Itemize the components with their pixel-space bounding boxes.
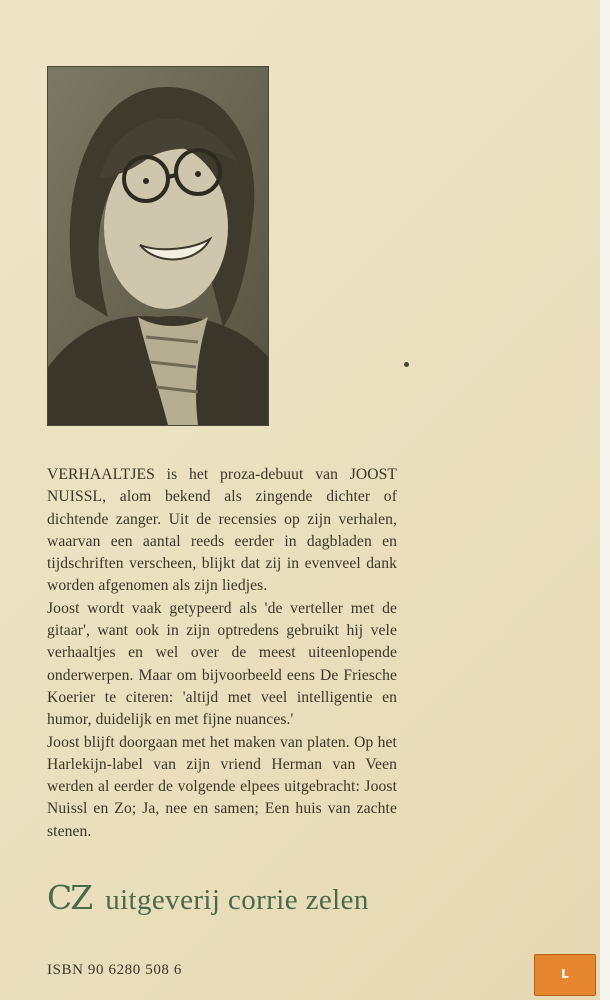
spot-mark xyxy=(404,362,409,367)
sticker-label: L xyxy=(561,967,569,981)
blurb-paragraph-1: VERHAALTJES is het proza-debuut van JOOST NUISSL, alom bekend als zingende dichter of dichtende zanger. Uit de recensies op zijn verhalen, waarvan een aantal reeds eerder in dagbladen en tijdschriften verscheen, blijkt dat zij in evenveel dank worden afgenomen als zijn liedjes. xyxy=(47,466,397,595)
blurb-paragraph-3: Joost blijft doorgaan met het maken van platen. Op het Harlekijn-label van zijn vriend Herman van Veen werden al eerder de volgende elpees uitgebracht: Joost Nuissl en Zo; Ja, nee en samen; Een huis van zachte stenen. xyxy=(47,733,397,840)
blurb-paragraph-2: Joost wordt vaak getypeerd als 'de verteller met de gitaar', want ook in zijn optredens gebruikt hij vele verhaaltjes en wel over de meest uiteenlopende onderwerpen. Maar om bijvoorbeeld eens De Friesche Koerier te citeren: 'altijd met veel intelligentie en humor, duidelijk en met fijne nuances.' xyxy=(47,599,397,729)
library-sticker xyxy=(534,954,596,996)
publisher-name: uitgeverij corrie zelen xyxy=(105,884,369,916)
isbn-number: ISBN 90 6280 508 6 xyxy=(47,962,182,978)
publisher-logo: CZ xyxy=(47,878,92,917)
page-edge xyxy=(600,0,610,1000)
blurb-text xyxy=(47,464,397,843)
author-photo xyxy=(47,66,269,426)
publisher-line xyxy=(47,878,467,922)
